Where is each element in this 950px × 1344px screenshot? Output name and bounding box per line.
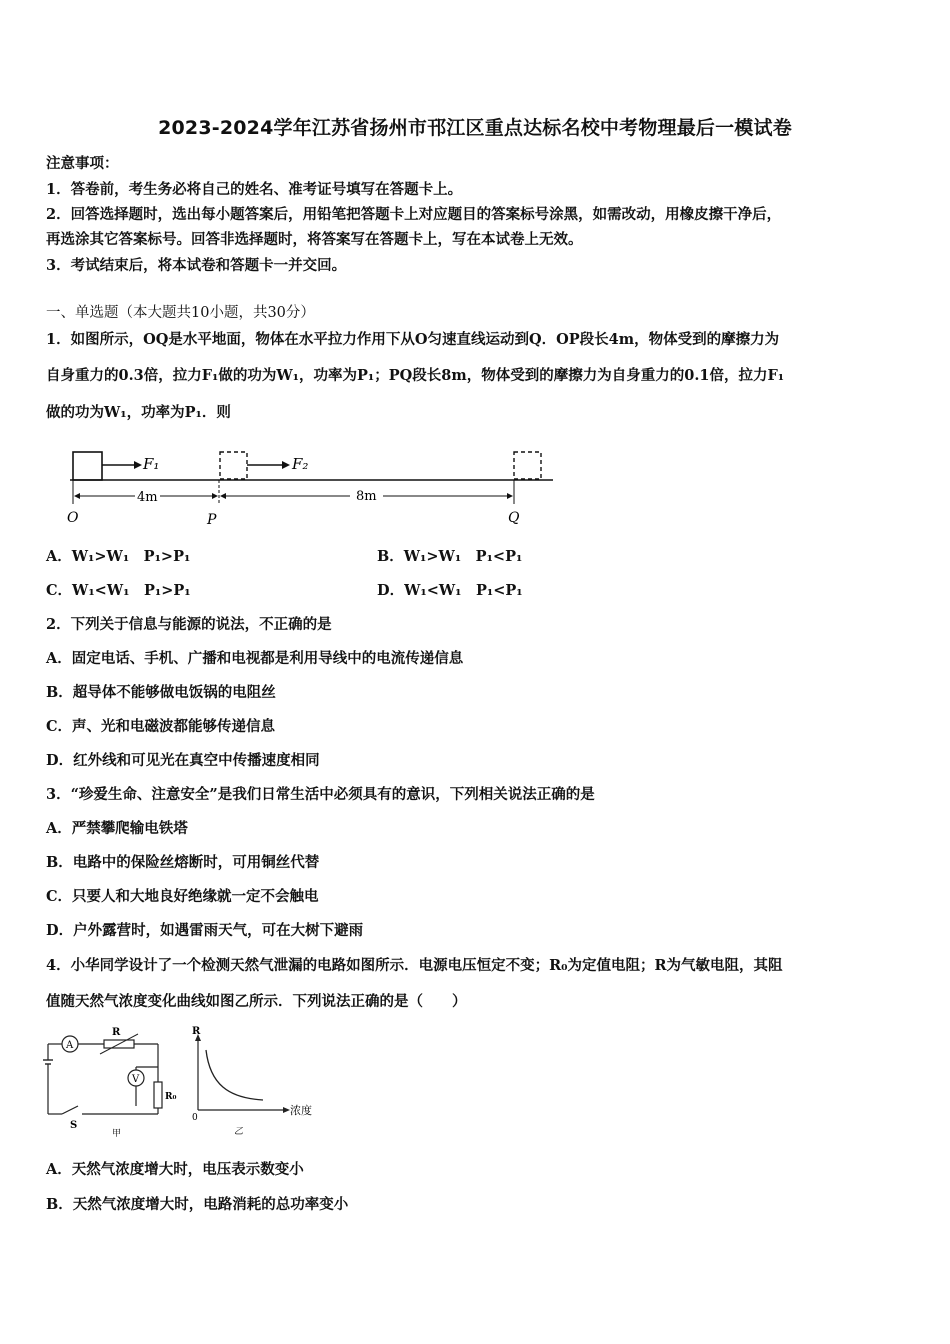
circuit-diagram: [43, 1027, 176, 1139]
notice-heading: 注意事项：: [46, 155, 119, 172]
q1-option-b[interactable]: B．W₁>W₁ P₁<P₁: [377, 548, 523, 565]
q3-option-b[interactable]: B．电路中的保险丝熔断时，可用铜丝代替: [46, 854, 320, 871]
q4-option-a[interactable]: A．天然气浓度增大时，电压表示数变小: [46, 1161, 304, 1178]
notice-item-2: 2．回答选择题时，选出每小题答案后，用铅笔把答题卡上对应题目的答案标号涂黑，如需改动，用橡皮擦干净后，: [46, 206, 782, 223]
q3-stem: 3．“珍爱生命、注意安全”是我们日常生活中必须具有的意识，下列相关说法正确的是: [46, 786, 595, 803]
voltmeter-label: V: [132, 1074, 140, 1085]
resistance-concentration-graph: [192, 1026, 312, 1137]
label-p: P: [207, 512, 217, 528]
switch-label: S: [70, 1120, 78, 1131]
section-heading: 一、单选题（本大题共10小题，共30分）: [46, 305, 315, 321]
q4-figure: [38, 1022, 328, 1140]
q1-figure: [60, 448, 560, 530]
q4-option-b[interactable]: B．天然气浓度增大时，电路消耗的总功率变小: [46, 1196, 349, 1213]
resistor-r0-label: R₀: [165, 1092, 177, 1102]
q1-option-d[interactable]: D．W₁<W₁ P₁<P₁: [377, 582, 523, 599]
q2-option-c[interactable]: C．声、光和电磁波都能够传递信息: [46, 718, 276, 735]
block-at-q: [514, 452, 541, 479]
graph-origin-label: 0: [192, 1113, 198, 1123]
figure-yi-label: 乙: [234, 1127, 244, 1137]
q4-line-2: 值随天然气浓度变化曲线如图乙所示．下列说法正确的是（ ）: [46, 993, 467, 1010]
notice-item-3: 3．考试结束后，将本试卷和答题卡一并交回。: [46, 257, 347, 274]
q1-line-1: 1．如图所示，OQ是水平地面，物体在水平拉力作用下从O匀速直线运动到Q．OP段长4m，物体受到的摩擦力为: [46, 331, 780, 348]
label-o: O: [67, 510, 79, 526]
notice-item-1: 1．答卷前，考生务必将自己的姓名、准考证号填写在答题卡上。: [46, 181, 463, 198]
block-at-o: [73, 452, 102, 480]
force-arrow-1-head: [134, 461, 142, 469]
ammeter-label: A: [66, 1040, 74, 1051]
label-f2: F₂: [292, 455, 309, 473]
q2-option-b[interactable]: B．超导体不能够做电饭锅的电阻丝: [46, 684, 276, 701]
q1-option-a[interactable]: A．W₁>W₁ P₁>P₁: [46, 548, 191, 565]
label-q: Q: [508, 510, 520, 526]
block-at-p: [220, 452, 247, 479]
q3-option-a[interactable]: A．严禁攀爬输电铁塔: [46, 820, 188, 837]
q2-stem: 2．下列关于信息与能源的说法，不正确的是: [46, 616, 332, 633]
page-title: 2023-2024学年江苏省扬州市邗江区重点达标名校中考物理最后一模试卷: [158, 117, 792, 139]
q2-option-a[interactable]: A．固定电话、手机、广播和电视都是利用导线中的电流传递信息: [46, 650, 464, 667]
q3-option-d[interactable]: D．户外露营时，如遇雷雨天气，可在大树下避雨: [46, 922, 364, 939]
resistance-curve: [206, 1050, 263, 1100]
q1-option-c[interactable]: C．W₁<W₁ P₁>P₁: [46, 582, 191, 599]
q1-line-3: 做的功为W₁，功率为P₁．则: [46, 404, 231, 421]
resistor-r-label: R: [112, 1027, 121, 1038]
switch-symbol: [62, 1106, 78, 1114]
label-f1: F₁: [143, 455, 160, 473]
force-arrow-2-head: [282, 461, 290, 469]
figure-jia-label: 甲: [112, 1129, 122, 1139]
q2-option-d[interactable]: D．红外线和可见光在真空中传播速度相同: [46, 752, 320, 769]
q1-line-2: 自身重力的0.3倍，拉力F₁做的功为W₁，功率为P₁；PQ段长8m，物体受到的摩擦力为自身重力的0.1倍，拉力F₁: [46, 367, 785, 384]
label-8m: 8m: [356, 489, 377, 504]
label-4m: 4m: [137, 490, 158, 505]
q4-line-1: 4．小华同学设计了一个检测天然气泄漏的电路如图所示．电源电压恒定不变；R₀为定值电阻；R为气敏电阻，其阻: [46, 957, 783, 974]
notice-item-2-cont: 再选涂其它答案标号。回答非选择题时，将答案写在答题卡上，写在本试卷上无效。: [46, 231, 583, 248]
graph-x-label: 浓度: [290, 1104, 312, 1117]
graph-y-label: R: [192, 1026, 201, 1037]
fixed-resistor-r0: [154, 1082, 162, 1108]
q3-option-c[interactable]: C．只要人和大地良好绝缘就一定不会触电: [46, 888, 319, 905]
